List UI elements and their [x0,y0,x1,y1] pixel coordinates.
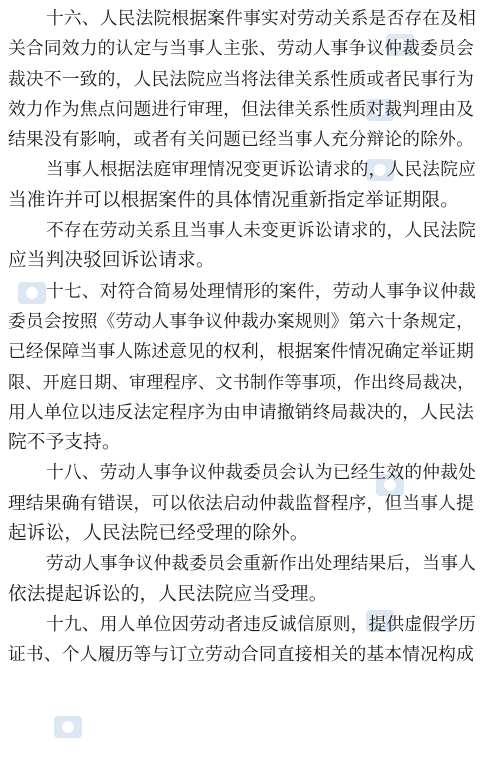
text-line: 应当判决驳回诉讼请求。 [8,250,215,272]
text-line: 当准许并可以根据案件的具体情况重新指定举证期限。 [8,189,460,211]
text-line: 用人单位以违反法定程序为由申请撤销终局裁决的，人民法 [8,402,474,423]
text-line: 结果没有影响，或者有关问题已经当事人充分辩论的除外。 [8,130,474,151]
text-line: 不存在劳动关系且当事人未变更诉讼请求的，人民法院 [46,221,477,242]
text-line: 效力作为焦点问题进行审理，但法律关系性质对裁判理由及 [8,99,474,120]
text-line: 十六、人民法院根据案件事实对劳动关系是否存在及相 [46,9,477,29]
text-line: 关合同效力的认定与当事人主张、劳动人事争议仲裁委员会 [8,39,474,60]
text-line: 已经保障当事人陈述意见的权利，根据案件情况确定举证期 [8,342,474,363]
text-line: 十九、用人单位因劳动者违反诚信原则，提供虚假学历 [46,614,477,635]
text-line: 院不予支持。 [8,432,121,454]
text-line: 裁决不一致的，人民法院应当将法律关系性质或者民事行为 [8,69,474,90]
watermark-emblem-icon [48,712,88,742]
document-body [8,4,477,671]
text-line: 委员会按照《劳动人事争议仲裁办案规则》第六十条规定， [8,311,474,332]
text-line: 劳动人事争议仲裁委员会重新作出处理结果后，当事人 [46,554,477,575]
text-line: 十七、对符合简易处理情形的案件，劳动人事争议仲裁 [46,281,477,302]
text-line: 限、开庭日期、审理程序、文书制作等事项，作出终局裁决， [8,372,475,393]
text-line: 理结果确有错误，可以依法启动仲裁监督程序，但当事人提 [8,493,474,514]
text-line: 依法提起诉讼的，人民法院应当受理。 [8,583,328,605]
text-line: 起诉讼，人民法院已经受理的除外。 [8,523,309,545]
text-line: 证书、个人履历等与订立劳动合同直接相关的基本情况构成 [8,645,474,666]
text-line: 十八、劳动人事争议仲裁委员会认为已经生效的仲裁处 [46,463,477,484]
text-line: 当事人根据法庭审理情况变更诉讼请求的，人民法院应 [46,160,477,181]
